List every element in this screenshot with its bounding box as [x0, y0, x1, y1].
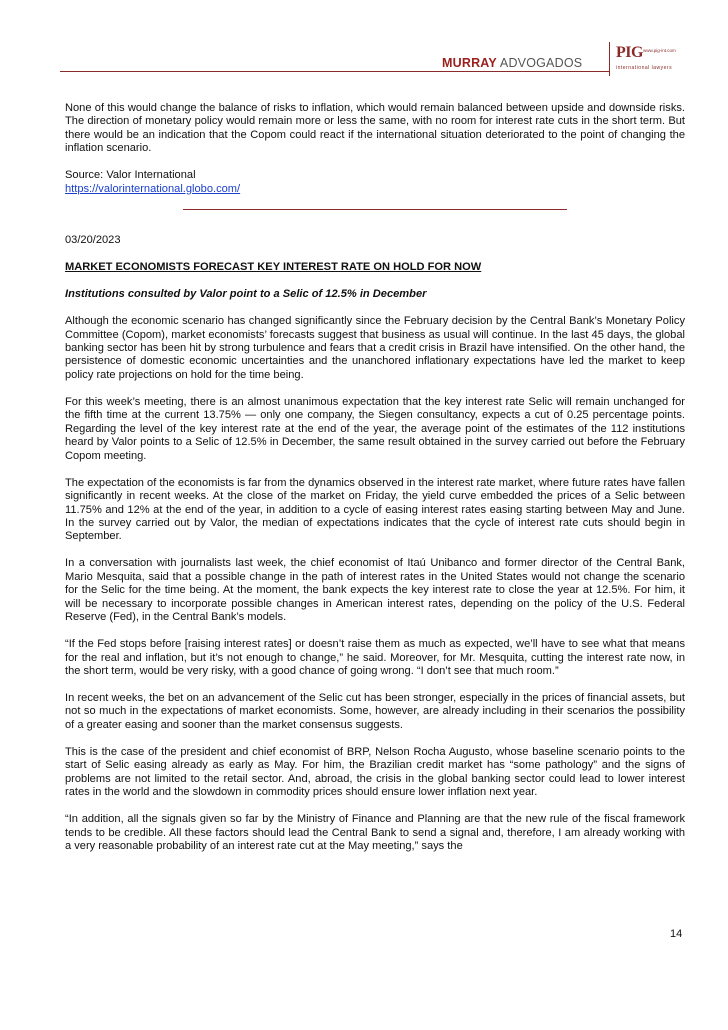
article-paragraph: The expectation of the economists is far from the dynamics observed in the interest rate market, where future rates have fallen significantly in recent weeks. At the close of the market on Friday, the yield curve embedded the prices of a Selic between 11.75% and 12% at the end of the year, in addition to a cycle of easing interest rates easing starting between May and June. In the survey carried out by Valor, the median of expectations indicates that the cycle of interest rate cuts should begin in September.: [65, 476, 685, 543]
article-paragraph: Although the economic scenario has changed significantly since the February decision by the Central Bank’s Monetary Policy Committee (Copom), market economists’ forecasts suggest that business as usual will continue. In the last 45 days, the global banking sector has been hit by strong turbulence and fears that a credit crisis in Brazil have intensified. On the other hand, the persistence of domestic economic uncertainties and the unanchored inflationary expectations have led the market to keep policy rate projections on hold for the time being.: [65, 315, 685, 381]
section-separator: [183, 209, 567, 210]
brand-name-regular: ADVOGADOS: [496, 56, 583, 70]
article-paragraph: In a conversation with journalists last week, the chief economist of Itaú Unibanco and former director of the Central Bank, Mario Mesquita, said that a possible change in the path of interest rates in the United States would not change the scenario for the Selic for the time being. At the moment, the bank expects the key interest rate to close the year at 12.5%. For him, it will be necessary to incorporate possible changes in American interest rates, depending on the policy of the U.S. Federal Reserve (Fed), in the Central Bank’s models.: [65, 557, 685, 624]
article-paragraph: This is the case of the president and chief economist of BRP, Nelson Rocha Augusto, whose baseline scenario points to the start of Selic easing already as early as May. For him, the Brazilian credit market has “some pathology” and the signs of problems are not limited to the retail sector. And, abroad, the crisis in the global banking sector could lead to lower interest rates in the world and the slowdown in commodity prices should ensure lower inflation next year.: [65, 745, 685, 799]
source-link[interactable]: https://valorinternational.globo.com/: [65, 182, 241, 195]
article-date: 03/20/2023: [65, 234, 121, 247]
article-paragraph: “In addition, all the signals given so far by the Ministry of Finance and Planning are that the new rule of the fiscal framework tends to be credible. All these factors should lead the Central Bank to send a signal and, therefore, I am already working with a very reasonable probability of an interest rate cut at the May meeting,” says the: [65, 813, 685, 853]
document-body: [65, 102, 685, 867]
article-paragraph: In recent weeks, the bet on an advancement of the Selic cut has been stronger, especially in the prices of financial assets, but not so much in the expectations of market economists. Some, however, are already including in their scenarios the possibility of a greater easing and sooner than the market consensus suggests.: [65, 692, 685, 731]
article-subheadline: Institutions consulted by Valor point to a Selic of 12.5% in December: [65, 288, 427, 301]
header-divider: [60, 71, 610, 72]
partner-logo-small-text: www.pig-int.com: [643, 48, 676, 53]
partner-logo-subtitle: international lawyers: [616, 65, 673, 71]
article-headline: MARKET ECONOMISTS FORECAST KEY INTEREST RATE ON HOLD FOR NOW: [65, 261, 482, 274]
brand-name-bold: MURRAY: [442, 56, 497, 70]
source-label: Source: Valor International: [65, 169, 196, 182]
partner-logo: [609, 42, 680, 76]
article-paragraph: “If the Fed stops before [raising interest rates] or doesn’t raise them as much as expected, we’ll have to see what that means for the real and inflation, but it’s not enough to change,” he said. Moreover, for Mr. Mesquita, cutting the interest rate now, in the short term, would be very risky, with a good chance of going wrong. “I don’t see that much room.”: [65, 638, 685, 678]
partner-logo-mark: PIG: [616, 44, 643, 61]
article-paragraph: For this week’s meeting, there is an almost unanimous expectation that the key interest rate Selic will remain unchanged for the fifth time at the current 13.75% — only one company, the Siegen consultancy, expects a cut of 0.25 percentage points. Regarding the level of the key interest rate at the end of the year, the average point of the estimates of the 112 institutions heard by Valor points to a Selic of 12.5% in December, the same result obtained in the survey carried out before the February Copom meeting.: [65, 395, 685, 462]
brand-logo-text: [442, 56, 582, 70]
page-number: 14: [670, 928, 683, 940]
page-header: [0, 0, 728, 78]
intro-paragraph: None of this would change the balance of risks to inflation, which would remain balanced between upside and downside risks. The direction of monetary policy would remain more or less the same, with no room for interest rate cuts in the short term. But there would be an indication that the Copom could react if the international situation deteriorated to the point of changing the inflation scenario.: [65, 102, 685, 155]
